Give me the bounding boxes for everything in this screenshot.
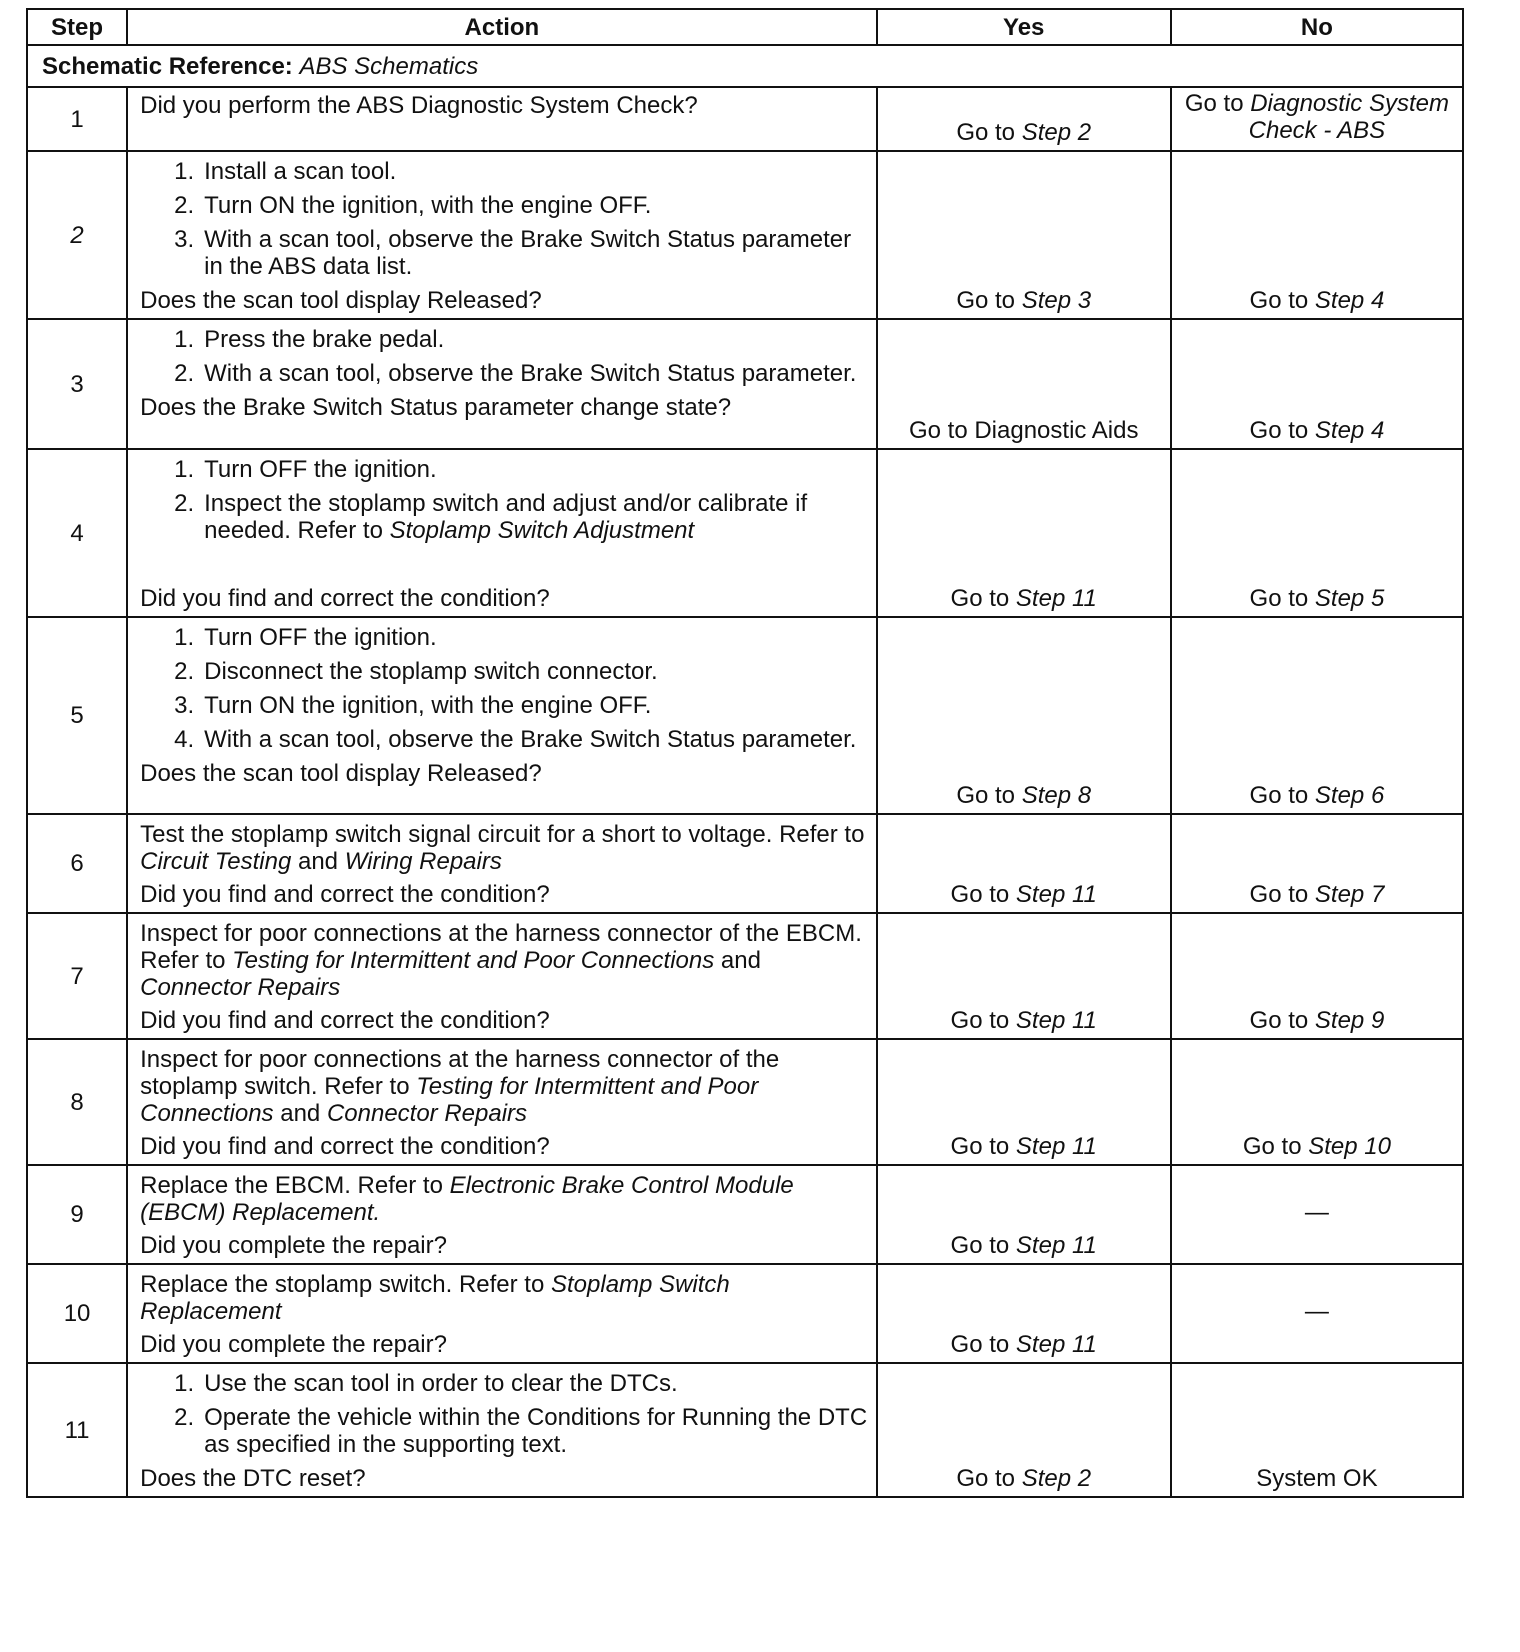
no-link[interactable]: Step 7 [1314, 881, 1385, 908]
yes-cell [877, 449, 1171, 617]
substep-list [140, 158, 867, 280]
list-item [140, 490, 867, 544]
substep-text: Turn OFF the ignition. [204, 624, 437, 651]
yes-link[interactable]: Step 11 [1015, 1331, 1097, 1358]
no-dash: — [1304, 1199, 1329, 1226]
action-cell [127, 617, 876, 814]
no-prefix: Go to [1249, 782, 1309, 809]
no-cell [1171, 449, 1463, 617]
no-link[interactable]: Diagnostic System Check - ABS [1248, 90, 1449, 144]
reference-link[interactable]: Wiring Repairs [344, 848, 502, 875]
yes-cell [877, 1165, 1171, 1264]
yes-link[interactable]: Step 11 [1015, 585, 1097, 612]
substep-text: Operate the vehicle within the Conditions for Running the DTC as specified in the supporting text. [204, 1404, 868, 1458]
list-item [140, 226, 867, 280]
step-number: 9 [27, 1165, 127, 1264]
question: Does the scan tool display Released? [140, 760, 542, 787]
instruction-text: and [297, 848, 339, 875]
table-row [27, 1363, 1463, 1497]
no-link[interactable]: Step 6 [1314, 782, 1385, 809]
header-no: No [1171, 9, 1463, 45]
no-cell [1171, 319, 1463, 449]
table-row [27, 1165, 1463, 1264]
list-item [140, 658, 867, 685]
table-row [27, 151, 1463, 319]
no-cell [1171, 1165, 1463, 1264]
step-number: 3 [27, 319, 127, 449]
instruction-text: and [280, 1100, 321, 1127]
no-cell [1171, 87, 1463, 151]
table-row [27, 87, 1463, 151]
question: Did you find and correct the condition? [140, 881, 550, 908]
yes-prefix: Go to [950, 1133, 1010, 1160]
instruction-text: Inspect for poor connections at the harness connector of the stoplamp switch. Refer to [140, 1046, 780, 1100]
header-row [27, 9, 1463, 45]
question: Did you complete the repair? [140, 1331, 447, 1358]
action-cell [127, 1039, 876, 1165]
schematic-reference-link[interactable]: ABS Schematics [299, 52, 479, 80]
substep-text: Disconnect the stoplamp switch connector. [204, 658, 658, 685]
list-item [140, 1404, 867, 1458]
instruction-text: Replace the stoplamp switch. Refer to [140, 1271, 545, 1298]
yes-link[interactable]: Go to Diagnostic Aids [908, 417, 1139, 444]
reference-link[interactable]: Stoplamp Switch Adjustment [389, 517, 695, 544]
step-number: 6 [27, 814, 127, 913]
no-prefix: Go to [1249, 287, 1309, 314]
table-row [27, 617, 1463, 814]
substep-text: Inspect the stoplamp switch and adjust and/or calibrate if needed. Refer to [204, 490, 808, 544]
reference-link[interactable]: Stoplamp Switch Replacement [140, 1271, 730, 1325]
yes-link[interactable]: Step 11 [1015, 1232, 1097, 1259]
substep-text: Turn OFF the ignition. [204, 456, 437, 483]
step-number: 10 [27, 1264, 127, 1363]
table-row [27, 913, 1463, 1039]
no-prefix: Go to [1242, 1133, 1302, 1160]
question: Did you find and correct the condition? [140, 1133, 550, 1160]
instruction-text: Replace the EBCM. Refer to [140, 1172, 443, 1199]
yes-prefix: Go to [956, 287, 1016, 314]
reference-link[interactable]: Electronic Brake Control Module (EBCM) Replacement. [140, 1172, 794, 1226]
no-cell [1171, 151, 1463, 319]
reference-link[interactable]: Testing for Intermittent and Poor Connections [140, 1073, 759, 1127]
instruction [140, 920, 867, 1001]
no-prefix: Go to [1249, 1007, 1309, 1034]
no-prefix: Go to [1249, 417, 1309, 444]
action-cell [127, 87, 876, 151]
list-item [140, 692, 867, 719]
no-cell [1171, 913, 1463, 1039]
instruction-text: and [720, 947, 761, 974]
instruction-text: Test the stoplamp switch signal circuit for a short to voltage. Refer to [140, 821, 865, 848]
table-row [27, 1039, 1463, 1165]
substep-number: 3. [174, 226, 195, 253]
list-item [140, 360, 867, 387]
yes-cell [877, 87, 1171, 151]
schematic-reference [27, 45, 1463, 87]
question: Does the DTC reset? [140, 1465, 366, 1492]
question: Did you perform the ABS Diagnostic System Check? [140, 92, 698, 119]
instruction [140, 1271, 867, 1325]
substep-number: 4. [174, 726, 195, 753]
list-item [140, 726, 867, 753]
yes-link[interactable]: Step 11 [1015, 1007, 1097, 1034]
step-number: 11 [27, 1363, 127, 1497]
yes-link[interactable]: Step 11 [1015, 881, 1097, 908]
yes-prefix: Go to [950, 585, 1010, 612]
substep-list [140, 456, 867, 544]
question: Did you complete the repair? [140, 1232, 447, 1259]
question: Did you find and correct the condition? [140, 585, 550, 612]
header-yes: Yes [877, 9, 1171, 45]
substep-number: 1. [174, 1370, 195, 1397]
no-cell [1171, 617, 1463, 814]
substep-number: 1. [174, 158, 195, 185]
question: Does the scan tool display Released? [140, 287, 542, 314]
list-item [140, 158, 867, 185]
no-cell [1171, 1264, 1463, 1363]
table-row [27, 814, 1463, 913]
step-number: 5 [27, 617, 127, 814]
list-item [140, 1370, 867, 1397]
header-action: Action [127, 9, 876, 45]
yes-link[interactable]: Step 2 [1021, 1465, 1092, 1492]
reference-link[interactable]: Connector Repairs [140, 974, 341, 1001]
diagnostic-table [26, 8, 1464, 1498]
substep-number: 2. [174, 1404, 195, 1431]
substep-text: Turn ON the ignition, with the engine OFF. [204, 192, 652, 219]
schematic-reference-label: Schematic Reference: [42, 52, 293, 80]
yes-link[interactable]: Step 2 [1021, 119, 1092, 146]
substep-number: 2. [174, 360, 195, 387]
question: Did you find and correct the condition? [140, 1007, 550, 1034]
substep-text: With a scan tool, observe the Brake Switch Status parameter in the ABS data list. [204, 226, 852, 280]
step-number: 1 [27, 87, 127, 151]
no-link[interactable]: Step 4 [1314, 417, 1385, 444]
step-number: 8 [27, 1039, 127, 1165]
table-row [27, 319, 1463, 449]
header-step: Step [27, 9, 127, 45]
instruction [140, 1172, 867, 1226]
yes-cell [877, 151, 1171, 319]
reference-link[interactable]: Circuit Testing [140, 848, 292, 875]
action-cell [127, 1264, 876, 1363]
substep-text: Use the scan tool in order to clear the DTCs. [204, 1370, 678, 1397]
list-item [140, 624, 867, 651]
action-cell [127, 814, 876, 913]
instruction-text: Inspect for poor connections at the harness connector of the EBCM. Refer to [140, 920, 862, 974]
yes-prefix: Go to [950, 1232, 1010, 1259]
substep-number: 1. [174, 624, 195, 651]
no-prefix: Go to [1249, 585, 1309, 612]
no-link[interactable]: Step 9 [1314, 1007, 1385, 1034]
yes-cell [877, 1264, 1171, 1363]
yes-link[interactable]: Step 8 [1021, 782, 1092, 809]
yes-cell [877, 1039, 1171, 1165]
no-link[interactable]: Step 10 [1308, 1133, 1391, 1160]
substep-number: 3. [174, 692, 195, 719]
yes-cell [877, 1363, 1171, 1497]
action-cell [127, 151, 876, 319]
instruction [140, 1046, 867, 1127]
yes-link[interactable]: Step 11 [1015, 1133, 1097, 1160]
yes-prefix: Go to [956, 119, 1016, 146]
substep-number: 2. [174, 192, 195, 219]
yes-cell [877, 814, 1171, 913]
no-dash: — [1304, 1298, 1329, 1325]
substep-list [140, 326, 867, 387]
no-cell [1171, 814, 1463, 913]
substep-number: 2. [174, 658, 195, 685]
yes-prefix: Go to [950, 1331, 1010, 1358]
step-number-text: 2 [70, 221, 84, 249]
no-cell [1171, 1039, 1463, 1165]
reference-link[interactable]: Connector Repairs [326, 1100, 528, 1127]
substep-text: Turn ON the ignition, with the engine OFF. [204, 692, 652, 719]
action-cell [127, 319, 876, 449]
yes-prefix: Go to [956, 782, 1016, 809]
yes-cell [877, 913, 1171, 1039]
no-prefix: Go to [1184, 90, 1244, 117]
action-cell [127, 1165, 876, 1264]
yes-prefix: Go to [950, 881, 1010, 908]
substep-list [140, 624, 867, 753]
substep-list [140, 1370, 867, 1458]
action-cell [127, 913, 876, 1039]
substep-number: 2. [174, 490, 195, 517]
no-prefix: Go to [1249, 881, 1309, 908]
substep-number: 1. [174, 326, 195, 353]
no-cell [1171, 1363, 1463, 1497]
spacer [140, 551, 867, 579]
step-number [27, 151, 127, 319]
action-cell [127, 449, 876, 617]
instruction [140, 821, 867, 875]
table-row [27, 449, 1463, 617]
reference-link[interactable]: Testing for Intermittent and Poor Connections [232, 947, 715, 974]
yes-prefix: Go to [956, 1465, 1016, 1492]
substep-text: Install a scan tool. [204, 158, 397, 185]
list-item [140, 192, 867, 219]
yes-cell [877, 319, 1171, 449]
table-row [27, 1264, 1463, 1363]
yes-link[interactable]: Step 3 [1021, 287, 1092, 314]
substep-text: With a scan tool, observe the Brake Switch Status parameter. [204, 726, 857, 753]
yes-cell [877, 617, 1171, 814]
no-link[interactable]: Step 4 [1314, 287, 1385, 314]
substep-text: Press the brake pedal. [204, 326, 445, 353]
no-link[interactable]: Step 5 [1314, 585, 1385, 612]
yes-prefix: Go to [950, 1007, 1010, 1034]
substep-number: 1. [174, 456, 195, 483]
step-number: 4 [27, 449, 127, 617]
list-item [140, 326, 867, 353]
question: Does the Brake Switch Status parameter change state? [140, 394, 732, 421]
schematic-reference-row [27, 45, 1463, 87]
list-item [140, 456, 867, 483]
substep-text: With a scan tool, observe the Brake Switch Status parameter. [204, 360, 857, 387]
step-number: 7 [27, 913, 127, 1039]
action-cell [127, 1363, 876, 1497]
no-result: System OK [1256, 1465, 1378, 1492]
